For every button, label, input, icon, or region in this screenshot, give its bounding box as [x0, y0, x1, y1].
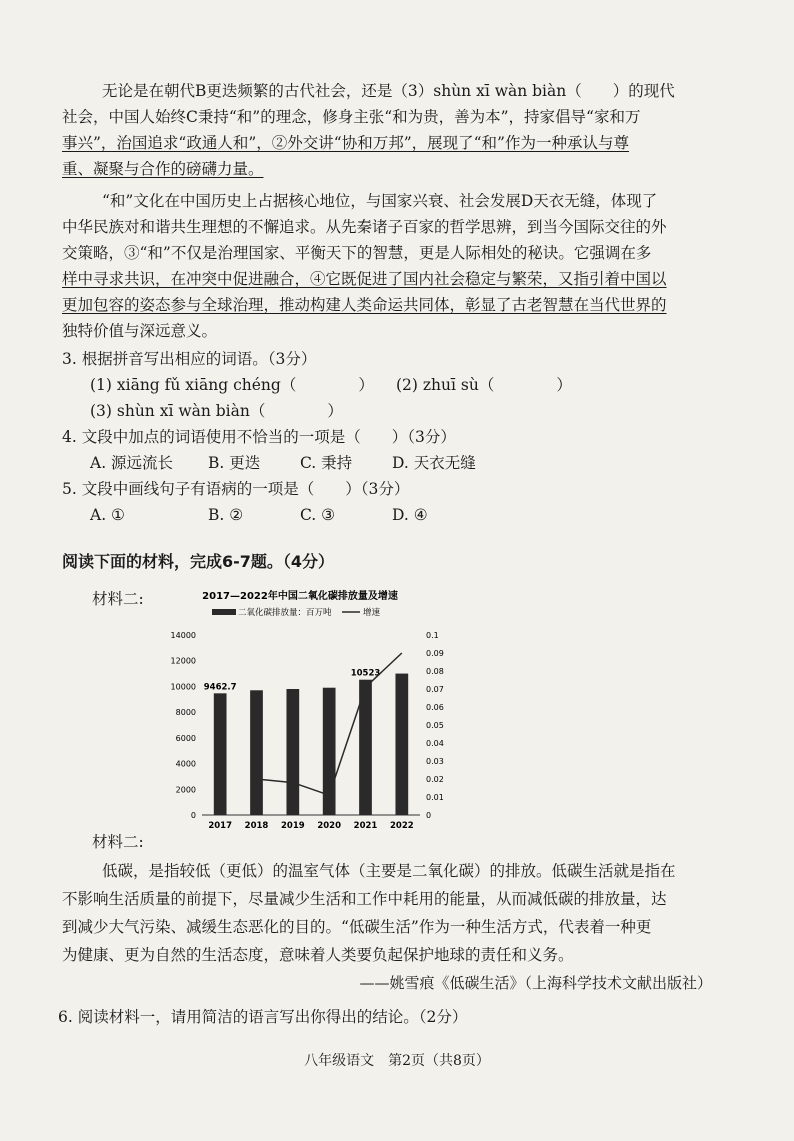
y-right-tick-label: 0.1: [426, 631, 439, 640]
question-5-stem: 5. 文段中画线句子有语病的一项是（ ）（3分）: [62, 480, 410, 498]
question-5-option-b: B. ②: [208, 506, 244, 524]
chart-plot-area: [171, 631, 444, 830]
question-4-option-b: B. 更迭: [208, 454, 261, 472]
y-left-tick-label: 2000: [175, 785, 196, 795]
passage-line-10: 独特价值与深远意义。: [62, 322, 218, 340]
co2-chart: [150, 585, 450, 830]
passage-line-2: 社会，中国人始终C秉持“和”的理念，修身主张“和为贵，善为本”，持家倡导“家和万: [62, 108, 641, 126]
y-right-tick-label: 0: [426, 811, 432, 820]
x-tick-label: 2022: [389, 821, 414, 830]
y-right-tick-label: 0.04: [426, 739, 444, 748]
question-3-item-2: (2) zhuī sù（ ）: [396, 376, 572, 394]
question-6-stem: 6. 阅读材料一，请用简洁的语言写出你得出的结论。（2分）: [58, 1008, 468, 1026]
passage-line-4: 重、凝聚与合作的磅礴力量。: [62, 160, 264, 178]
y-right-tick-label: 0.06: [426, 703, 444, 712]
question-4-option-d: D. 天衣无缝: [392, 454, 476, 472]
y-left-tick-label: 12000: [170, 656, 196, 666]
question-3-item-1: (1) xiāng fǔ xiāng chéng（ ）: [90, 376, 374, 394]
passage-line-9: 更加包容的姿态参与全球治理，推动构建人类命运共同体，彰显了古老智慧在当代世界的: [62, 296, 667, 314]
passage-line-1: 无论是在朝代B更迭频繁的古代社会，还是（3）shùn xī wàn biàn（ ）的现代: [102, 82, 675, 100]
y-left-tick-label: 4000: [175, 759, 196, 769]
bar-2017: [214, 693, 227, 815]
material-2-line-4: 为健康、更为自然的生活态度，意味着人类要负起保护地球的责任和义务。: [62, 946, 574, 964]
y-right-tick-label: 0.01: [426, 793, 444, 802]
material-2-label: 材料二:: [92, 833, 144, 851]
passage-line-6: 中华民族对和谐共生理想的不懈追求。从先秦诸子百家的哲学思辨，到当今国际交往的外: [62, 218, 667, 236]
material-2-line-3: 到减少大气污染、减缓生态恶化的目的。“低碳生活”作为一种生活方式，代表着一种更: [62, 918, 652, 936]
x-tick-label: 2020: [317, 821, 342, 830]
legend-bar-label: 二氧化碳排放量：百万吨: [238, 608, 332, 618]
y-left-tick-label: 10000: [170, 682, 196, 692]
bar-data-label: 9462.7: [203, 682, 237, 693]
y-right-tick-label: 0.09: [426, 649, 444, 658]
question-5-option-c: C. ③: [300, 506, 336, 524]
section-header: 阅读下面的材料，完成6-7题。（4分）: [62, 552, 335, 571]
y-right-tick-label: 0.03: [426, 757, 444, 766]
question-3-item-3: (3) shùn xī wàn biàn（ ）: [90, 402, 343, 420]
page-footer: 八年级语文 第2页（共8页）: [304, 1053, 490, 1069]
y-left-tick-label: 0: [190, 811, 196, 820]
question-4-stem: 4. 文段中加点的词语使用不恰当的一项是（ ）（3分）: [62, 428, 456, 446]
y-left-tick-label: 6000: [175, 733, 196, 743]
passage-line-8: 样中寻求共识，在冲突中促进融合，④它既促进了国内社会稳定与繁荣，又指引着中国以: [62, 270, 667, 288]
chart-legend: [212, 607, 381, 618]
chart-title: 2017—2022年中国二氧化碳排放量及增速: [202, 591, 398, 602]
material-2-line-2: 不影响生活质量的前提下，尽量减少生活和工作中耗用的能量，从而减低碳的排放量，达: [62, 890, 667, 908]
question-4-option-a: A. 源远流长: [90, 454, 174, 472]
y-right-tick-label: 0.07: [426, 685, 444, 694]
passage-line-7: 交策略，③“和”不仅是治理国家、平衡天下的智慧，更是人际相处的秘诀。它强调在多: [62, 244, 652, 262]
x-tick-label: 2019: [280, 821, 305, 830]
question-5-option-d: D. ④: [392, 506, 428, 524]
question-5-option-a: A. ①: [90, 506, 125, 524]
passage-line-3: 事兴”，治国追求“政通人和”，②外交讲“协和万邦”，展现了“和”作为一种承认与尊: [62, 134, 629, 152]
x-tick-label: 2021: [353, 821, 378, 830]
legend-line-label: 增速: [363, 608, 381, 618]
y-left-tick-label: 8000: [175, 708, 196, 718]
x-tick-label: 2018: [244, 821, 269, 830]
material-2-line-1: 低碳，是指较低（更低）的温室气体（主要是二氧化碳）的排放。低碳生活就是指在: [102, 862, 676, 880]
material-2-source: ——姚雪痕《低碳生活》（上海科学技术文献出版社）: [359, 974, 712, 992]
legend-bar-swatch: [212, 609, 236, 615]
y-right-tick-label: 0.08: [426, 667, 444, 676]
y-left-tick-label: 14000: [170, 631, 196, 640]
co2-chart-svg: [150, 585, 450, 830]
bar-2019: [286, 689, 299, 815]
bar-2022: [395, 674, 408, 815]
y-right-tick-label: 0.02: [426, 775, 444, 784]
question-3-stem: 3. 根据拼音写出相应的词语。（3分）: [62, 350, 317, 368]
question-4-option-c: C. 秉持: [300, 454, 353, 472]
bar-2018: [250, 690, 263, 815]
material-1-label: 材料二:: [92, 590, 144, 608]
x-tick-label: 2017: [208, 821, 233, 830]
passage-line-5: “和”文化在中国历史上占据核心地位，与国家兴衰、社会发展D天衣无缝，体现了: [102, 192, 658, 210]
y-right-tick-label: 0.05: [426, 721, 444, 730]
bar-data-label: 10523: [350, 668, 381, 679]
